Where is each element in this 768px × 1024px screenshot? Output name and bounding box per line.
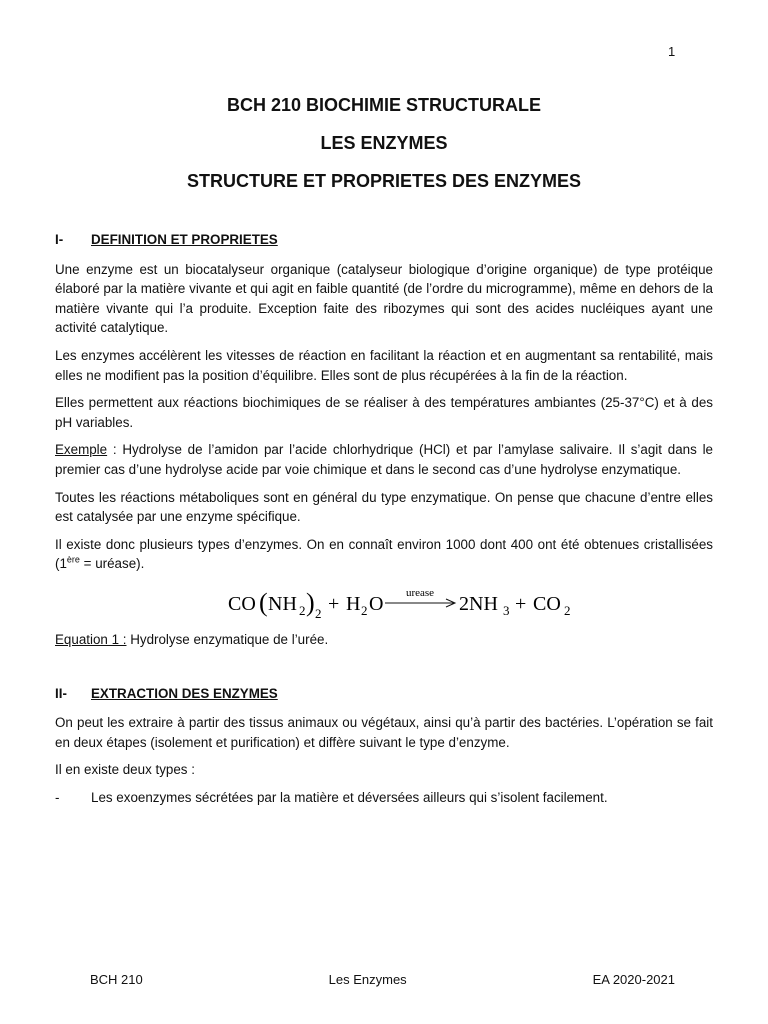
paragraph-two-types: Il en existe deux types : — [55, 762, 195, 778]
section-title: STRUCTURE ET PROPRIETES DES ENZYMES — [186, 171, 582, 191]
bullet-dash: - — [55, 789, 60, 805]
equation-label: Equation 1 : — [55, 631, 127, 647]
eq-catalyst: urease — [405, 586, 435, 599]
page-number: 1 — [668, 44, 676, 59]
section-heading-text: EXTRACTION DES ENZYMES — [91, 685, 278, 701]
section-heading-text: DEFINITION ET PROPRIETES — [91, 232, 278, 247]
eq-co2: CO — [533, 592, 561, 615]
bullet-text: Les exoenzymes sécrétées par la matière et déversées ailleurs qui s’isolent facilement. — [91, 789, 608, 805]
example-text: : Hydrolyse de l’amidon par l’acide chlorhydrique (HCl) et par l’amylase salivaire. Il s’agit dans le premier cas d’une hydrolyse acide par voie chimique et dans le second cas d’une hydrolyse enzymatique. — [55, 442, 713, 477]
paragraph-temperature: Elles permettent aux réactions biochimiques de se réaliser à des températures ambiantes (25-37°C) et à des pH variables. — [55, 395, 713, 430]
course-title: BCH 210 BIOCHIMIE STRUCTURALE — [226, 95, 542, 115]
eq-nh2-sub: 2 — [299, 602, 306, 618]
eq-nh: NH — [268, 592, 297, 615]
paragraph-extraction: On peut les extraire à partir des tissus animaux ou végétaux, ainsi qu’à partir des bactéries. L’opération se fait en deux étapes (isolement et purification) et diffère suivant le type d’enzyme. — [55, 715, 713, 750]
paragraph-enzyme-types — [55, 535, 713, 574]
eq-h2-sub: 2 — [361, 602, 368, 618]
paragraph-acceleration: Les enzymes accélèrent les vitesses de réaction en facilitant la réaction et en augmentant sa rentabilité, mais elles ne modifient pas la position d’équilibre. Elles sont de plus récupérées à la fin de la réaction. — [55, 347, 713, 383]
eq-co: CO — [228, 592, 256, 615]
paragraph-example — [55, 440, 713, 479]
section-heading-definition — [55, 230, 713, 250]
section-heading-extraction — [55, 684, 713, 704]
list-item — [55, 788, 713, 808]
page-footer — [90, 972, 675, 987]
equation-caption — [55, 630, 713, 650]
section-number: II- — [55, 685, 67, 701]
eq-2nh: 2NH — [459, 592, 498, 615]
chapter-title: LES ENZYMES — [320, 133, 448, 153]
footer-right: EA 2020-2021 — [592, 972, 675, 987]
eq-close-paren: ) — [306, 587, 315, 617]
footer-center: Les Enzymes — [328, 972, 407, 987]
eq-plus-2: + — [515, 592, 527, 615]
example-label: Exemple — [55, 442, 108, 458]
document-titles — [0, 86, 768, 200]
eq-co2-sub: 2 — [564, 602, 571, 618]
footer-left: BCH 210 — [90, 972, 143, 987]
enzyme-types-end: = uréase). — [79, 556, 145, 572]
superscript-ere: ère — [66, 554, 80, 565]
eq-plus-1: + — [328, 592, 340, 615]
equation-caption-text: Hydrolyse enzymatique de l’urée. — [126, 631, 329, 647]
enzyme-types-text: Il existe donc plusieurs types d’enzymes. On en connaît environ 1000 dont 400 ont été obtenues cristallisées (1 — [55, 536, 713, 572]
eq-h: H — [346, 592, 361, 615]
urea-hydrolysis-equation — [103, 582, 713, 622]
eq-open-paren: ( — [259, 587, 268, 617]
section-number: I- — [55, 232, 64, 247]
eq-o: O — [369, 592, 384, 615]
document-body — [55, 230, 713, 815]
paragraph-metabolic: Toutes les réactions métaboliques sont en général du type enzymatique. On pense que chacune d’entre elles est catalysée par une enzyme spécifique. — [55, 489, 713, 525]
eq-paren-sub: 2 — [315, 605, 322, 621]
paragraph-definition: Une enzyme est un biocatalyseur organique (catalyseur biologique d’origine organique) de type protéique élaboré par la matière vivante et qui agit en faible quantité (de l’ordre du microgramme), même en dehors de la matière vivante qui l’a produite. Exception faite des ribozymes qui sont des acides nucléiques ayant une activité catalytique. — [55, 261, 713, 336]
eq-nh3-sub: 3 — [503, 602, 510, 618]
